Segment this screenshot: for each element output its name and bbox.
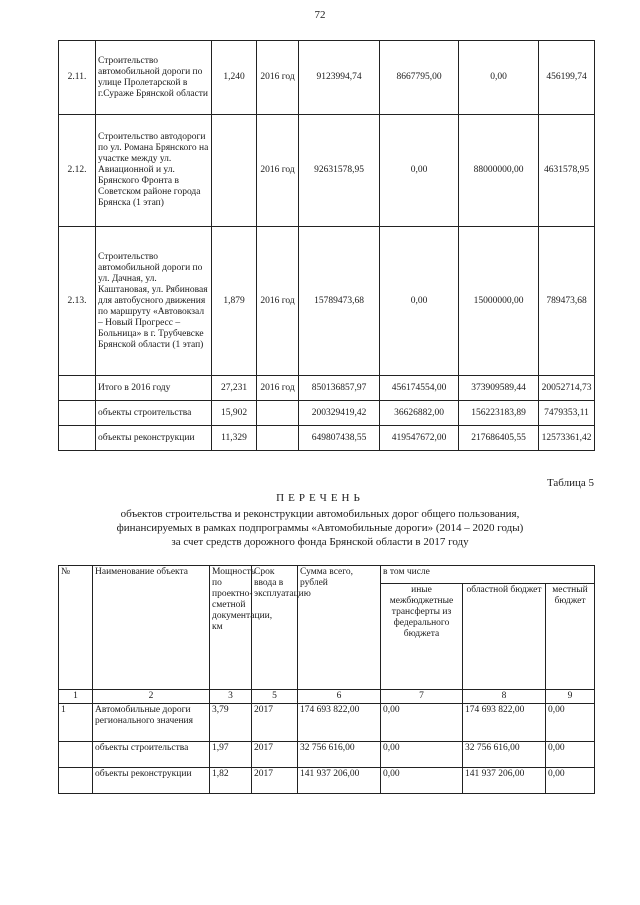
interbudget-value: 8667795,00 [380,41,459,115]
table-row [59,742,595,768]
interbudget-value: 0,00 [380,115,459,227]
table-row [59,426,595,451]
year-value: 2016 год [257,115,299,227]
total-value: 9123994,74 [299,41,380,115]
total-value: 850136857,97 [299,376,380,401]
local-value: 456199,74 [539,41,595,115]
column-number: 8 [463,690,546,704]
table-label: Таблица 5 [546,477,594,489]
regional-value: 217686405,55 [459,426,539,451]
interbudget-value: 456174554,00 [380,376,459,401]
header-no: № [59,566,93,690]
column-number: 3 [210,690,252,704]
interbudget-value: 419547672,00 [380,426,459,451]
object-name: Строительство автомобильной дороги по улице Пролетарской в г.Сураже Брянской области [96,41,212,115]
subtitle-line: объектов строительства и реконструкции автомобильных дорог общего пользования, [120,508,520,520]
row-number: 2.13. [59,227,96,376]
header-term: Срок ввода в эксплуатацию [252,566,298,690]
column-number: 6 [298,690,381,704]
object-name: Итого в 2016 году [96,376,212,401]
header-regional: областной бюджет [463,584,546,690]
local-value: 0,00 [546,768,595,794]
header-including: в том числе [381,566,595,584]
object-name: Строительство автомобильной дороги по ул. Дачная, ул. Каштановая, ул. Рябиновая для автобусного движения по маршруту «Автовокзал – Новый Прогресс – Больница» в г. Трубчевске Брянской области (1 этап) [96,227,212,376]
table-row [59,401,595,426]
row-number: 2.12. [59,115,96,227]
length-value [212,115,257,227]
regional-value: 174 693 822,00 [463,704,546,742]
row-number [59,376,96,401]
total-value: 32 756 616,00 [298,742,381,768]
page-number: 72 [314,9,326,21]
local-value: 20052714,73 [539,376,595,401]
subtitle-line: финансируемых в рамках подпрограммы «Автомобильные дороги» (2014 – 2020 годы) [116,522,524,534]
year-value: 2016 год [257,41,299,115]
local-value: 4631578,95 [539,115,595,227]
local-value: 0,00 [546,704,595,742]
interbudget-value: 36626882,00 [380,401,459,426]
column-number: 7 [381,690,463,704]
power-value: 3,79 [210,704,252,742]
object-name: Автомобильные дороги регионального значения [93,704,210,742]
column-number: 5 [252,690,298,704]
regional-value: 141 937 206,00 [463,768,546,794]
header-interbudget: иные межбюджетные трансферты из федерального бюджета [381,584,463,690]
year-value [257,401,299,426]
object-name: Строительство автодороги по ул. Романа Брянского на участке между ул. Авиационной и ул. Брянского Фронта в Советском районе города Брянска (1 этап) [96,115,212,227]
term-value: 2017 [252,704,298,742]
header-row [59,566,595,584]
column-number: 2 [93,690,210,704]
subtitle-line: за счет средств дорожного фонда Брянской области в 2017 году [171,536,469,548]
row-number [59,401,96,426]
row-number: 1 [59,704,93,742]
financing-table-2017 [58,565,595,794]
object-name: объекты реконструкции [96,426,212,451]
regional-value: 15000000,00 [459,227,539,376]
interbudget-value: 0,00 [381,768,463,794]
header-total: Сумма всего, рублей [298,566,381,690]
local-value: 7479353,11 [539,401,595,426]
object-name: объекты строительства [93,742,210,768]
year-value [257,426,299,451]
row-number [59,768,93,794]
local-value: 0,00 [546,742,595,768]
row-number [59,426,96,451]
header-name: Наименование объекта [93,566,210,690]
interbudget-value: 0,00 [381,704,463,742]
local-value: 789473,68 [539,227,595,376]
header-local: местный бюджет [546,584,595,690]
table-row [59,115,595,227]
table-row [59,768,595,794]
row-number: 2.11. [59,41,96,115]
term-value: 2017 [252,742,298,768]
power-value: 1,97 [210,742,252,768]
table-row [59,227,595,376]
interbudget-value: 0,00 [381,742,463,768]
table-row [59,41,595,115]
total-value: 174 693 822,00 [298,704,381,742]
total-value: 15789473,68 [299,227,380,376]
regional-value: 88000000,00 [459,115,539,227]
regional-value: 0,00 [459,41,539,115]
column-number-row [59,690,595,704]
local-value: 12573361,42 [539,426,595,451]
power-value: 1,82 [210,768,252,794]
total-value: 649807438,55 [299,426,380,451]
length-value: 27,231 [212,376,257,401]
term-value: 2017 [252,768,298,794]
length-value: 1,240 [212,41,257,115]
column-number: 1 [59,690,93,704]
financing-table-2016 [58,40,595,451]
regional-value: 32 756 616,00 [463,742,546,768]
row-number [59,742,93,768]
table-row [59,704,595,742]
object-name: объекты реконструкции [93,768,210,794]
total-value: 141 937 206,00 [298,768,381,794]
total-value: 92631578,95 [299,115,380,227]
table-row-total [59,376,595,401]
regional-value: 373909589,44 [459,376,539,401]
object-name: объекты строительства [96,401,212,426]
header-power: Мощность по проектно-сметной документации, км [210,566,252,690]
length-value: 11,329 [212,426,257,451]
year-value: 2016 год [257,376,299,401]
interbudget-value: 0,00 [380,227,459,376]
year-value: 2016 год [257,227,299,376]
total-value: 200329419,42 [299,401,380,426]
regional-value: 156223183,89 [459,401,539,426]
column-number: 9 [546,690,595,704]
length-value: 1,879 [212,227,257,376]
length-value: 15,902 [212,401,257,426]
document-title: ПЕРЕЧЕНЬ [276,492,364,504]
